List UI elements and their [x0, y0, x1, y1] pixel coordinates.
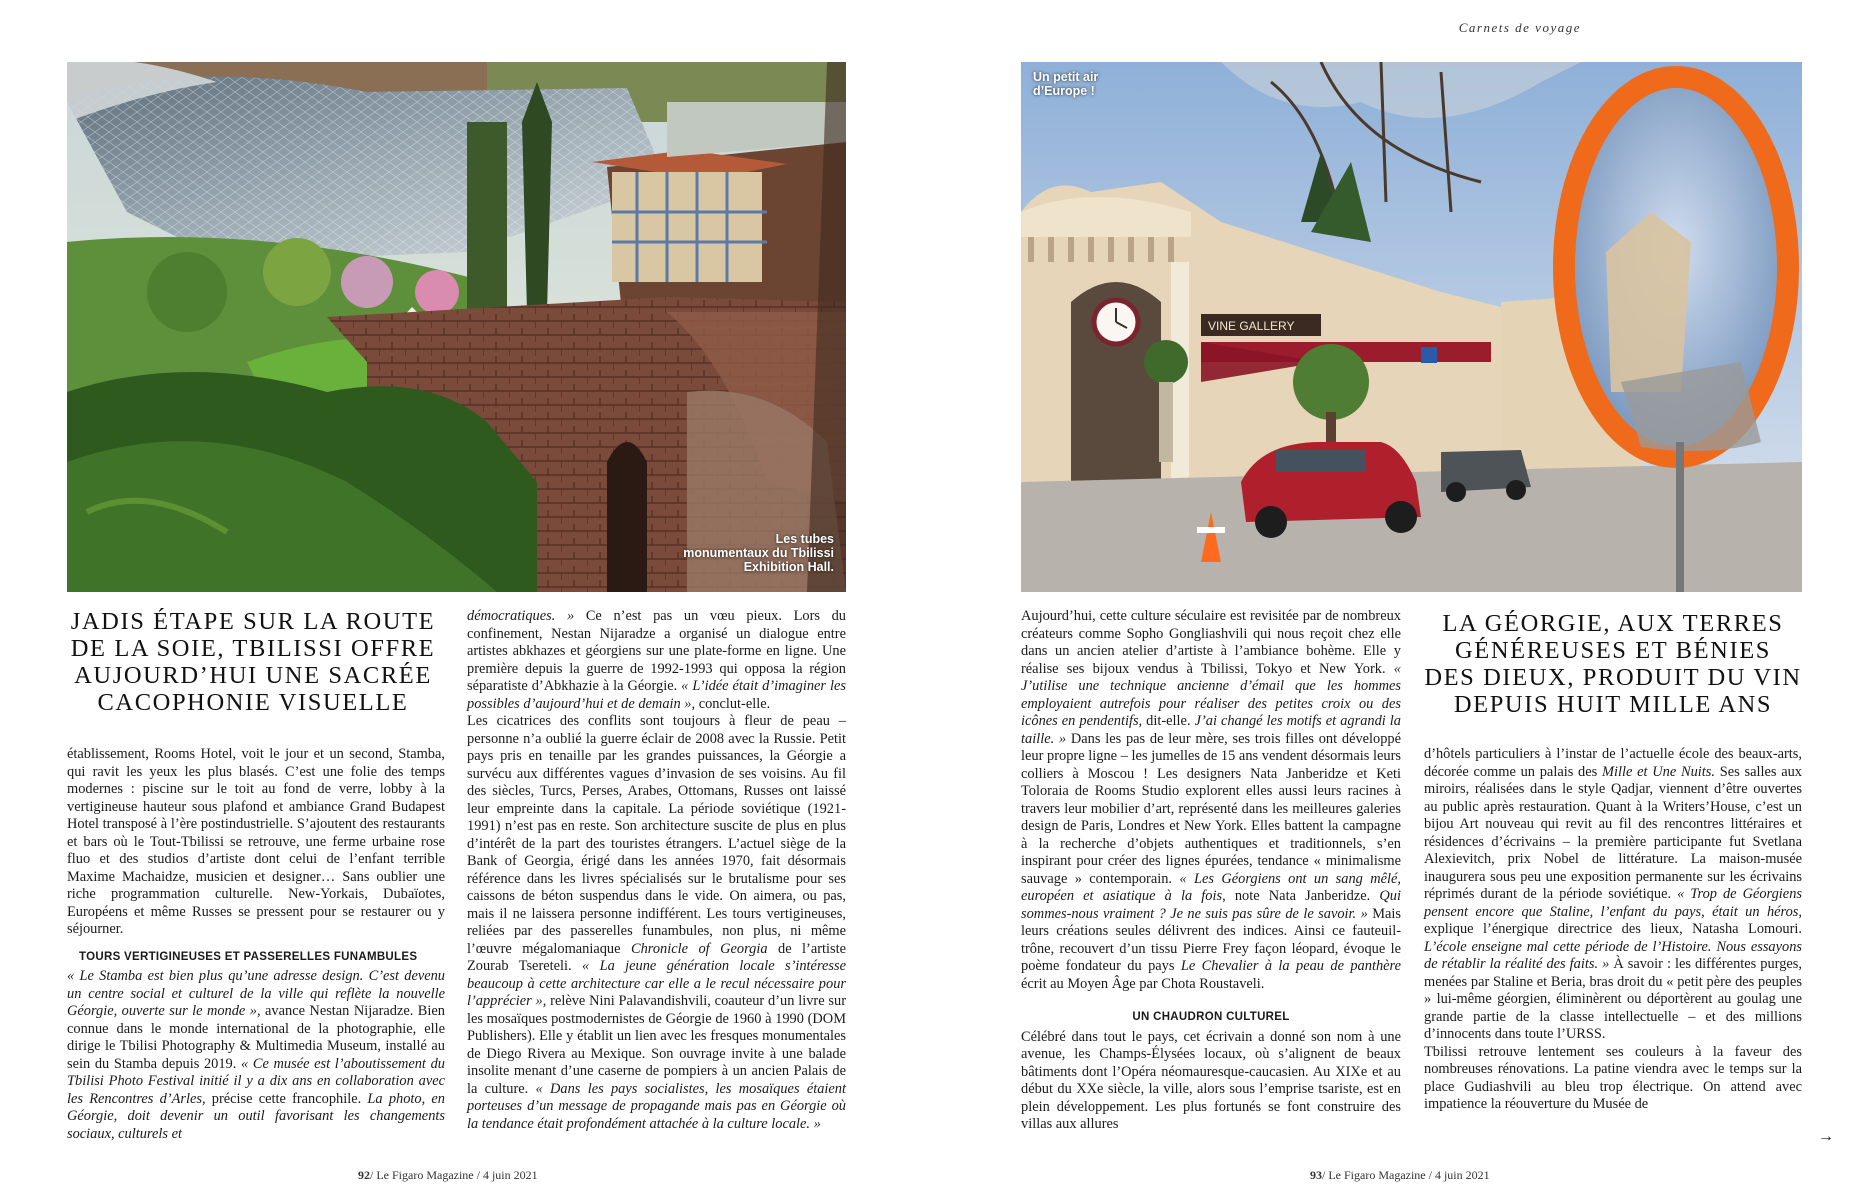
- quote: « J’utilise une technique ancienne d’émail que les hommes employaient autrefois pour réaliser des petites croix ou des icônes en pendentifs,: [1021, 660, 1401, 729]
- quote: démocratiques. »: [467, 608, 575, 624]
- page-number: 92: [358, 1168, 370, 1182]
- headline-left: [67, 608, 439, 716]
- folio-left: [358, 1168, 538, 1183]
- body-text: Mais leurs créations seules délivrent des indices. Ainsi ce fauteuil-trône, recouvert d’un tissu Pierre Frey façon léopard, évoque le poème fondateur du pays: [1021, 905, 1401, 974]
- work-title: Chronicle of Georgia: [630, 940, 768, 957]
- body-text: relève Nini Palavandishvili, coauteur d’un livre sur les mosaïques postmodernistes de Géorgie de 1960 à 1990 (DOM Publishers). Elle y établit un lien avec les fresques monumentales de Diego Rivera au Mexique. Son ouvrage invite à une balade insolite menant d’une caserne de pompiers à un ancien Palais de la culture.: [467, 993, 846, 1097]
- article-column-2: [467, 608, 846, 1133]
- body-text: précise cette francophile.: [205, 1090, 368, 1107]
- headline-line: GÉNÉREUSES ET BÉNIES: [1454, 637, 1772, 664]
- headline-line: JADIS ÉTAPE SUR LA ROUTE: [70, 608, 436, 635]
- street-illustration: [1021, 62, 1802, 592]
- street-photo: [1021, 62, 1802, 592]
- folio-text: / Le Figaro Magazine / 4 juin 2021: [370, 1168, 538, 1182]
- body-paragraph: [1021, 608, 1401, 993]
- photo-caption: [683, 532, 834, 574]
- page-number: 93: [1310, 1168, 1322, 1182]
- folio-text: / Le Figaro Magazine / 4 juin 2021: [1322, 1168, 1490, 1182]
- article-column-4: [1424, 746, 1802, 1114]
- headline-line: DE LA SOIE, TBILISSI OFFRE: [70, 635, 436, 662]
- photo-caption: [1033, 70, 1098, 98]
- headline-line: DEPUIS HUIT MILLE ANS: [1453, 691, 1773, 718]
- work-title: Mille et Une Nuits.: [1602, 763, 1715, 780]
- body-paragraph: établissement, Rooms Hotel, voit le jour et un second, Stamba, qui ravit les yeux les plus blasés. C’est une folie des temps modernes : piscine sur le toit au fond de verre, lobby à la vertigineuse hauteur sous plafond et ambiance Grand Budapest Hotel transposé à l’ère postindustrielle. S’ajoutent des restaurants et bars où le Tout-Tbilissi se retrouve, une ferme urbaine rose fluo et des studios d’artiste dont celui de l’enfant terrible Maxime Machaidze, musicien et designer… Sans oublier une riche programmation culturelle. New-Yorkais, Dubaïotes, Européens et même Russes se pressent pour se restaurer ou y séjourner.: [67, 746, 445, 937]
- quote: « L’idée était d’imaginer les possibles d’aujourd’hui et de demain »,: [467, 678, 846, 712]
- body-text: écrit au Moyen Âge par Chota Roustaveli.: [1021, 975, 1265, 992]
- continue-arrow-icon: →: [1818, 1128, 1834, 1145]
- quote: « La jeune génération locale s’intéresse beaucoup à cette architecture car elle a le recul nécessaire pour l’apprécier »,: [467, 958, 846, 1009]
- subhead-chaudron: UN CHAUDRON CULTUREL: [1132, 1011, 1290, 1023]
- body-paragraph: Célébré dans tout le pays, cet écrivain a donné son nom à une avenue, les Champs-Élysées locaux, où s’alignent de beaux bâtiments dont l’Opéra néomauresque-caucasien. Au XIXe et au début du XXe siècle, la ville, alors sous l’emprise tsariste, est en plein développement. Les plus fortunés se font construire des villas aux allures: [1021, 1028, 1401, 1132]
- body-text: Ses salles aux miroirs, réalisées dans le style Qadjar, viennent d’être ouvertes au public après restauration. Quant à la Writers’House, c’est un bijou Art nouveau qui revit au fil des rencontres littéraires et résidences d’écrivains – la première participante fut Svetlana Alexievitch, prix Nobel de littérature. La maison-musée inaugurera sous peu une exposition permanente sur les écrivains réprimés durant de la période soviétique.: [1424, 763, 1802, 902]
- exhibition-hall-illustration: [67, 62, 846, 592]
- headline-line: LA GÉORGIE, AUX TERRES: [1442, 610, 1784, 637]
- body-text: Aujourd’hui, cette culture séculaire est revisitée par de nombreux créateurs comme Sopho Gongliashvili qui nous reçoit chez elle dans un ancien atelier d’artiste à l’ambiance bohème. Elle y réalise ses bijoux vendus à Tbilissi, Tokyo et New York.: [1021, 608, 1401, 677]
- body-text: Les cicatrices des conflits sont toujours à fleur de peau – personne n’a oublié la guerre éclair de 2008 avec la Russie. Petit pays pris en tenaille par les grandes puissances, la Géorgie a survécu aux différentes vagues d’invasion de ses voisins. Au fil des siècles, Turcs, Perses, Arabes, Ottomans, Russes ont laissé leur empreinte dans la capitale. La période soviétique (1921-1991) n’est pas en reste. Son architecture suscite de plus en plus d’intérêt de la part des touristes étrangers. L’actuel siège de la Bank of Georgia, érigé dans les années 1970, fait désormais référence dans les livres spécialisés sur le brutalisme pour ses caissons de béton suspendus dans le vide. On aimera, ou pas, mais il ne laissera personne indifférent. Les tours vertigineuses, reliées par des passerelles funambules, non plus, ni même l’œuvre mégalomaniaque: [467, 713, 846, 957]
- quote: « Dans les pays socialistes, les mosaïques étaient porteuses d’un message de propagande mais pas en Géorgie où la tendance était profondément attachée à la culture locale. »: [467, 1080, 846, 1132]
- article-column-1: [67, 746, 445, 1143]
- caption-line: Un petit air: [1033, 70, 1099, 84]
- quote: J’ai changé les motifs et agrandi la taille. »: [1021, 713, 1401, 747]
- body-text: avance Nestan Nijaradze. Bien connue dans le monde international de la photographie, elle dirige le Tbilisi Photography & Multimedia Museum, installé au sein du Stamba depuis 2019.: [67, 1003, 445, 1072]
- quote: La photo, en Géorgie, doit devenir un outil favorisant les changements sociaux, culturels et: [67, 1090, 445, 1142]
- work-title: Le Chevalier à la peau de panthère: [1180, 958, 1401, 974]
- quote: L’école enseigne mal cette période de l’Histoire. Nous essayons de rétablir la réalité des faits. »: [1424, 938, 1802, 972]
- headline-right: [1424, 610, 1802, 718]
- body-text: Ce n’est pas un vœu pieux. Lors du confinement, Nestan Nijaradze a organisé un dialogue entre artistes abkhazes et géorgiens sur une plate-forme en ligne. Une première depuis la guerre de 1992-1993 qui opposa la région séparatiste d’Abkhazie à la Géorgie.: [467, 608, 846, 694]
- body-text: note Nata Janberidze.: [1225, 888, 1380, 904]
- quote: Qui sommes-nous vraiment ? Je ne suis pas sûre de le savoir. »: [1021, 888, 1401, 922]
- caption-line: monumentaux du Tbilissi: [683, 546, 834, 560]
- body-paragraph: [67, 968, 445, 1143]
- right-page: [930, 0, 1861, 1197]
- caption-line: d’Europe !: [1033, 84, 1095, 98]
- running-head: Carnets de voyage: [1458, 20, 1581, 35]
- body-text: d’hôtels particuliers à l’instar de l’actuelle école des beaux-arts, décorée comme un palais des: [1424, 746, 1802, 780]
- body-text: explique l’énergique directrice des lieux, Natasha Lomouri.: [1424, 921, 1802, 937]
- quote: « Les Géorgiens ont un sang mêlé, européen et asiatique à la fois,: [1021, 870, 1402, 904]
- body-text: dit-elle.: [1142, 713, 1195, 729]
- vine-gallery-sign: VINE GALLERY: [1208, 319, 1295, 333]
- body-text: de l’artiste Zourab Tsereteli.: [467, 940, 847, 974]
- subhead-tours: TOURS VERTIGINEUSES ET PASSERELLES FUNAMBULES: [79, 950, 418, 963]
- caption-line: Les tubes: [775, 532, 834, 546]
- left-page: [0, 0, 930, 1197]
- folio-right: [1310, 1168, 1490, 1183]
- body-paragraph: Tbilissi retrouve lentement ses couleurs à la faveur des nombreuses rénovations. La patine viendra avec le temps sur la place Gudiashvili au bleu trop électrique. On attend avec impatience la réouverture du Musée de: [1424, 1043, 1802, 1112]
- body-text: conclut-elle.: [695, 695, 771, 712]
- body-paragraph: [467, 608, 846, 713]
- exhibition-hall-photo: [67, 62, 846, 592]
- caption-line: Exhibition Hall.: [743, 560, 834, 574]
- body-paragraph: [1424, 746, 1802, 1044]
- body-text: Dans les pas de leur mère, ses trois filles ont développé leur propre ligne – les jumelles de 15 ans vendent désormais leurs colliers à Moscou ! Les designers Nata Janberidze et Keti Toloraia de Rooms Studio explorent elles aussi leurs racines à travers leur mobilier d’art, représenté dans les meilleures galeries design de Paris, Londres et New York. Elles battent la campagne à la recherche d’objets authentiques et traditionnels, s’en inspirant pour créer des lignes épurées, tendance « minimalisme sauvage » contemporain.: [1021, 730, 1402, 887]
- headline-line: CACOPHONIE VISUELLE: [97, 689, 409, 716]
- quote: « Le Stamba est bien plus qu’une adresse design. C’est devenu un centre social et culturel de la ville qui reflète la nouvelle Géorgie, ouverte sur le monde »,: [67, 968, 445, 1019]
- quote: « Ce musée est l’aboutissement du Tbilisi Photo Festival initié il y a dix ans en collaboration avec les Rencontres d’Arles,: [67, 1055, 445, 1107]
- headline-line: DES DIEUX, PRODUIT DU VIN: [1424, 664, 1802, 691]
- quote: « Trop de Géorgiens pensent encore que Staline, l’enfant du pays, était un héros,: [1424, 886, 1802, 920]
- headline-line: AUJOURD’HUI UNE SACRÉE: [74, 662, 432, 689]
- body-paragraph: [467, 713, 846, 1133]
- body-text: À savoir : les différentes purges, menées par Staline et Beria, bras droit du « petit père des peuples » lui-même géorgien, éliminèrent ou déportèrent au goulag une grande partie de la classe intellectuelle – et des millions d’innocents dans toute l’URSS.: [1424, 956, 1802, 1042]
- article-column-3: [1021, 608, 1401, 1134]
